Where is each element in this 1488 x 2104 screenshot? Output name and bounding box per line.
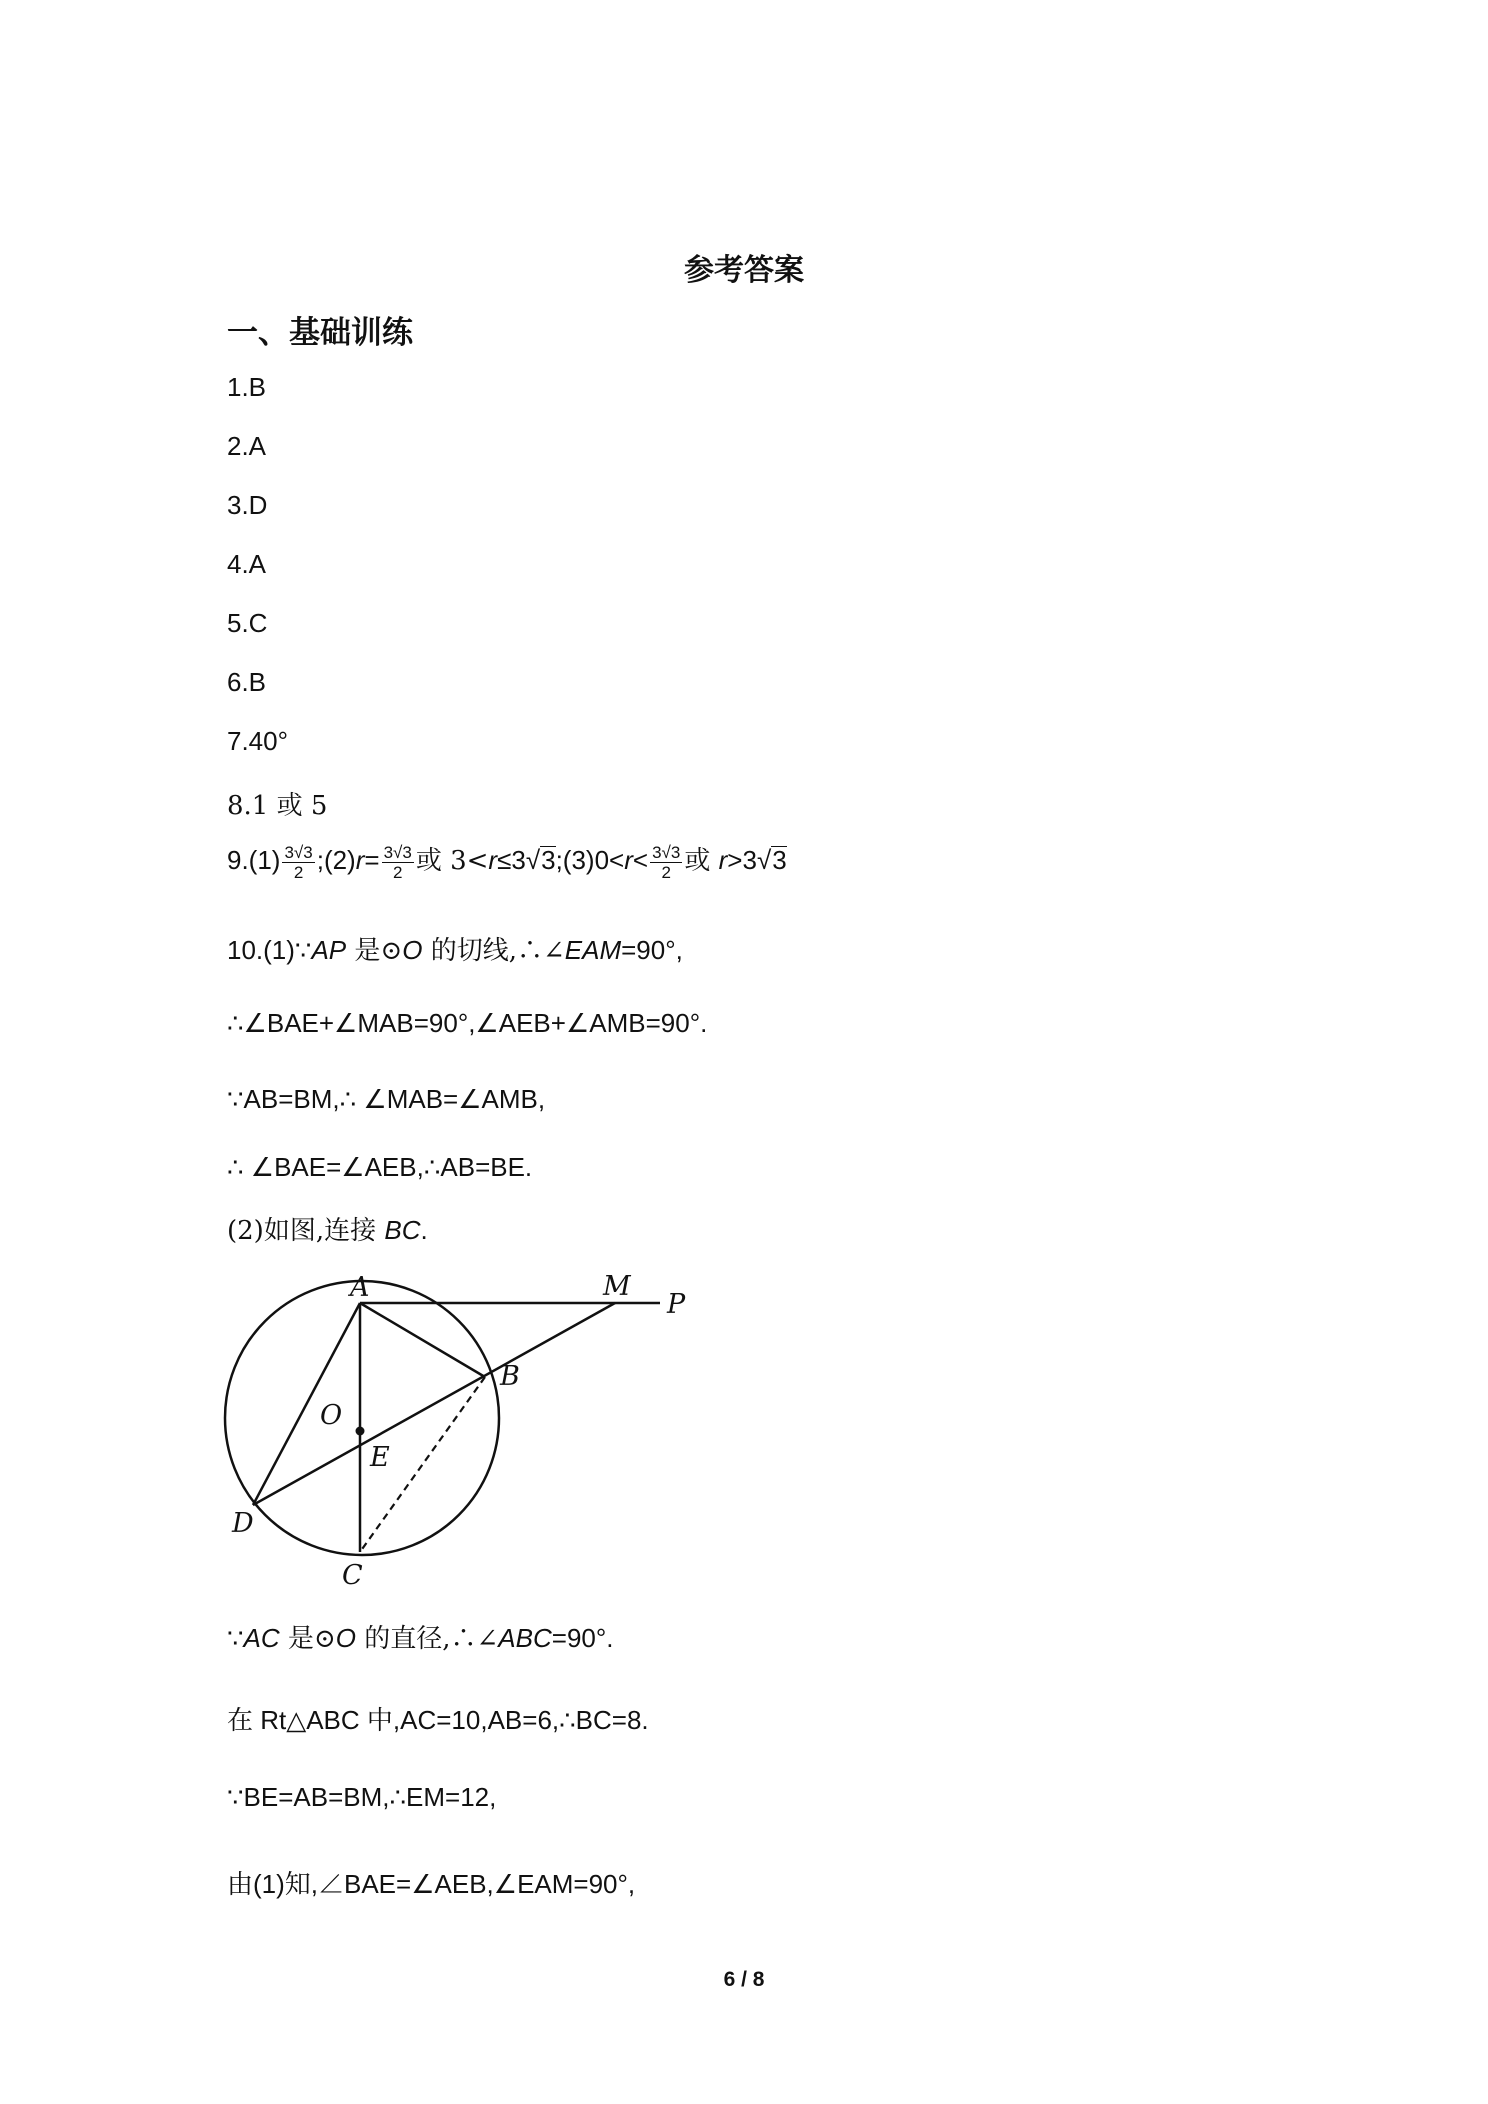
q9-frac1-den: 2 bbox=[293, 862, 304, 882]
q10-line-6 bbox=[227, 1618, 614, 1655]
q10-line-3: ∵AB=BM,∴ ∠MAB=∠AMB, bbox=[227, 1084, 546, 1114]
page-title: 参考答案 bbox=[684, 253, 804, 288]
q9-frac3-den: 2 bbox=[661, 862, 671, 882]
circle-o bbox=[225, 1281, 499, 1555]
q9-frac1-num: 3√3 bbox=[284, 842, 313, 862]
answer-line-5: 5.C bbox=[227, 608, 268, 638]
q9-or1: 或 3< bbox=[415, 846, 489, 876]
q9-frac2-num: 3√3 bbox=[383, 842, 412, 862]
q10-l6g: =90°. bbox=[551, 1623, 614, 1653]
q10-line-2: ∴∠BAE+∠MAB=90°,∠AEB+∠AMB=90°. bbox=[227, 1008, 708, 1038]
answer-line-2: 2.A bbox=[227, 431, 267, 461]
q10-l5b: BC bbox=[384, 1215, 421, 1245]
answer-line-9: 9.(1) $\frac{3√3}{2}$ ;(2)r= $\frac{3√3}{2}$ 或 3<r≤3√3;(3)0<r< $\frac{3√3}{2}$ 或 r>3√3 bbox=[227, 842, 787, 882]
q10-l1a: 10.(1)∵ bbox=[227, 935, 312, 965]
label-b: B bbox=[500, 1361, 520, 1392]
q9-radicand-1: 3 bbox=[541, 845, 556, 875]
q9-eq: = bbox=[364, 845, 380, 875]
label-a: A bbox=[350, 1272, 370, 1303]
q9-var-r4: r bbox=[718, 845, 728, 875]
q10-line-7: 在 Rt△ABC 中,AC=10,AB=6,∴BC=8. bbox=[227, 1705, 649, 1735]
answer-line-6: 6.B bbox=[227, 667, 267, 697]
answer-line-4: 4.A bbox=[227, 549, 267, 579]
q9-or2: 或 bbox=[684, 846, 719, 876]
q10-l1e: 的切线,∴∠ bbox=[422, 936, 565, 966]
q10-l6f: ABC bbox=[498, 1623, 552, 1653]
center-point-o bbox=[356, 1427, 365, 1436]
q9-var-r3: r bbox=[624, 845, 633, 875]
q9-sep2: ;(2) bbox=[316, 845, 356, 875]
q9-var-r: r bbox=[355, 845, 365, 875]
q10-l5c: . bbox=[420, 1215, 428, 1245]
q10-l6e: 的直径,∴∠ bbox=[355, 1624, 499, 1654]
answer-line-7: 7.40° bbox=[227, 726, 289, 756]
q10-l1f: EAM bbox=[564, 935, 622, 965]
q10-l1d: O bbox=[402, 935, 423, 965]
q10-line-8: ∵BE=AB=BM,∴EM=12, bbox=[227, 1782, 497, 1812]
q10-l6c: 是⊙ bbox=[279, 1624, 336, 1654]
q9-prefix: 9.(1) bbox=[227, 845, 281, 875]
q9-le: ≤3 bbox=[497, 845, 526, 875]
q9-sep3: ;(3)0< bbox=[555, 845, 625, 875]
label-c: C bbox=[342, 1560, 363, 1591]
page-number: 6 / 8 bbox=[723, 1968, 765, 1991]
label-d: D bbox=[232, 1508, 254, 1539]
q9-frac3-num: 3√3 bbox=[652, 842, 681, 862]
q9-frac2-den: 2 bbox=[392, 862, 403, 882]
label-m: M bbox=[603, 1271, 631, 1302]
q10-l1c: 是⊙ bbox=[346, 936, 403, 966]
answer-line-1: 1.B bbox=[227, 372, 267, 402]
q10-l6b: AC bbox=[243, 1623, 280, 1653]
q10-l6d: O bbox=[335, 1623, 356, 1653]
answer-line-8: 8.1 或 5 bbox=[227, 791, 328, 821]
label-e: E bbox=[370, 1442, 390, 1473]
q10-line-9: 由(1)知,∠BAE=∠AEB,∠EAM=90°, bbox=[227, 1869, 636, 1899]
label-p: P bbox=[667, 1289, 686, 1320]
q9-radicand-2: 3 bbox=[772, 845, 787, 875]
label-o: O bbox=[320, 1400, 343, 1431]
segment-ab bbox=[360, 1303, 485, 1377]
q10-l1b: AP bbox=[311, 935, 347, 965]
q10-l1g: =90°, bbox=[621, 935, 683, 965]
q10-l5a: (2)如图,连接 bbox=[227, 1216, 385, 1246]
q10-line-4: ∴ ∠BAE=∠AEB,∴AB=BE. bbox=[227, 1152, 533, 1182]
answer-line-3: 3.D bbox=[227, 490, 268, 520]
q9-lt: < bbox=[632, 845, 649, 875]
q9-var-r2: r bbox=[488, 845, 498, 875]
q10-l6a: ∵ bbox=[227, 1623, 244, 1653]
q9-gt: >3 bbox=[727, 845, 757, 875]
section-heading: 一、基础训练 bbox=[227, 315, 413, 351]
